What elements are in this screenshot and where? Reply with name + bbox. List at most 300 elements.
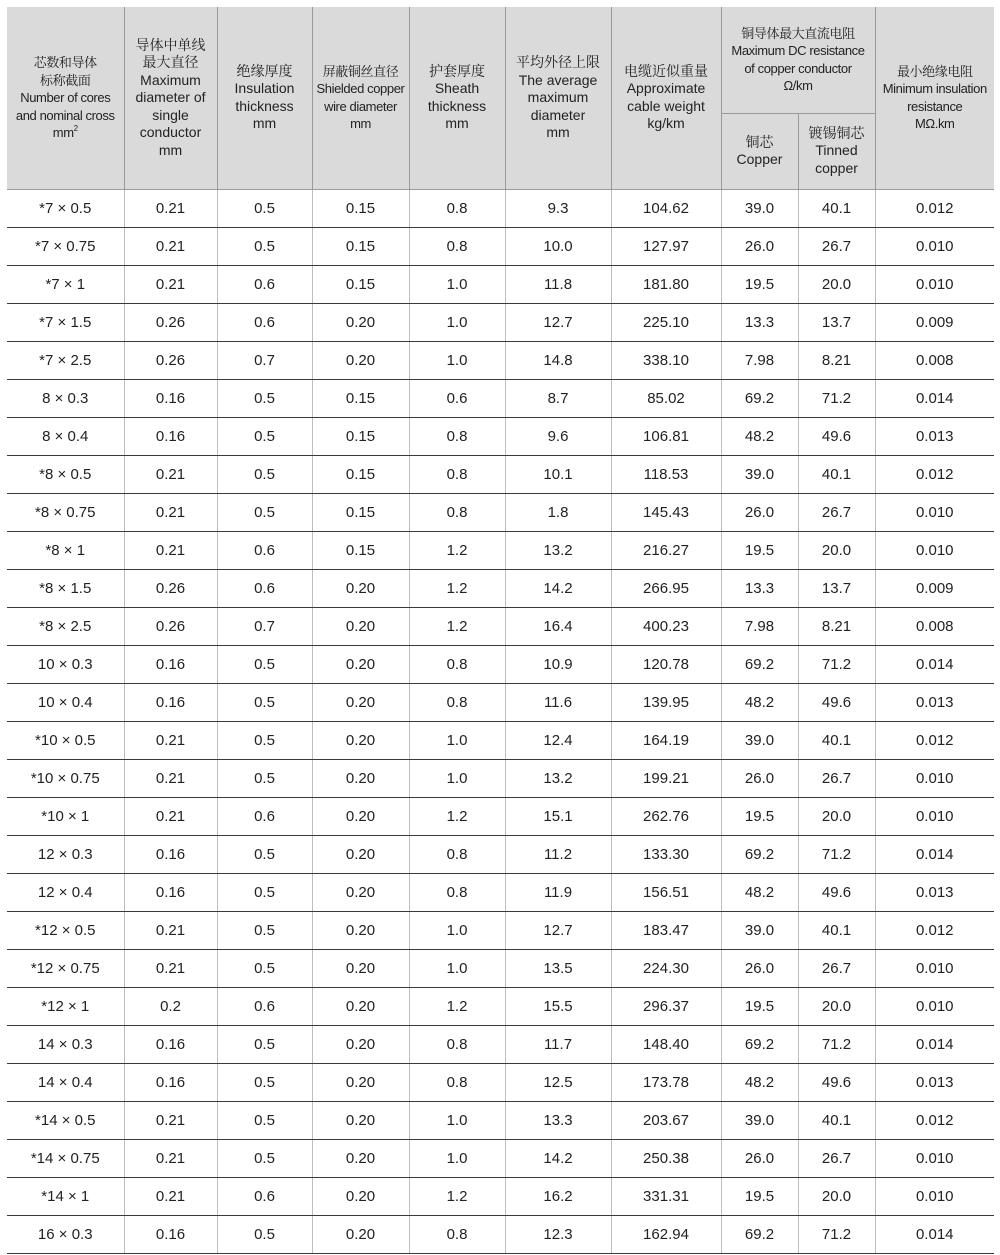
cores-cell: 10 × 0.4 [7, 683, 124, 721]
weight-cell: 216.27 [611, 531, 721, 569]
copper-resistance-cell: 26.0 [721, 1139, 798, 1177]
shield-cell: 0.20 [312, 835, 409, 873]
copper-resistance-cell: 13.3 [721, 303, 798, 341]
table-row [7, 569, 994, 607]
cores-cell: *8 × 1 [7, 531, 124, 569]
weight-cell: 156.51 [611, 873, 721, 911]
sheath-cell: 0.8 [409, 493, 505, 531]
shield-cell: 0.20 [312, 873, 409, 911]
tinned-resistance-cell: 49.6 [798, 417, 875, 455]
cores-cell: *14 × 0.75 [7, 1139, 124, 1177]
outer-diameter-cell: 9.3 [505, 189, 611, 227]
min-insulation-cell: 0.010 [875, 493, 994, 531]
conductor-diameter-cell: 0.21 [124, 227, 217, 265]
outer-diameter-cell: 11.9 [505, 873, 611, 911]
table-body [7, 189, 994, 1253]
cores-cell: *10 × 0.5 [7, 721, 124, 759]
min-insulation-cell: 0.008 [875, 607, 994, 645]
cores-cell: *7 × 1 [7, 265, 124, 303]
table-row [7, 759, 994, 797]
copper-resistance-cell: 19.5 [721, 265, 798, 303]
insulation-cell: 0.5 [217, 835, 312, 873]
tinned-resistance-cell: 13.7 [798, 569, 875, 607]
min-insulation-cell: 0.010 [875, 949, 994, 987]
weight-cell: 133.30 [611, 835, 721, 873]
insulation-cell: 0.6 [217, 531, 312, 569]
tinned-resistance-cell: 26.7 [798, 1139, 875, 1177]
outer-diameter-cell: 8.7 [505, 379, 611, 417]
weight-cell: 331.31 [611, 1177, 721, 1215]
weight-cell: 250.38 [611, 1139, 721, 1177]
min-insulation-cell: 0.014 [875, 835, 994, 873]
header-insulation: 绝缘厚度 Insulation thickness mm [217, 7, 312, 189]
insulation-cell: 0.5 [217, 455, 312, 493]
weight-cell: 262.76 [611, 797, 721, 835]
conductor-diameter-cell: 0.26 [124, 569, 217, 607]
copper-resistance-cell: 13.3 [721, 569, 798, 607]
tinned-resistance-cell: 71.2 [798, 1025, 875, 1063]
insulation-cell: 0.5 [217, 493, 312, 531]
cores-cell: 12 × 0.4 [7, 873, 124, 911]
table-row [7, 1101, 994, 1139]
min-insulation-cell: 0.009 [875, 303, 994, 341]
sheath-cell: 0.6 [409, 379, 505, 417]
tinned-resistance-cell: 26.7 [798, 759, 875, 797]
conductor-diameter-cell: 0.21 [124, 531, 217, 569]
sheath-cell: 0.8 [409, 417, 505, 455]
insulation-cell: 0.5 [217, 379, 312, 417]
table-row [7, 1063, 994, 1101]
tinned-resistance-cell: 49.6 [798, 873, 875, 911]
min-insulation-cell: 0.014 [875, 1025, 994, 1063]
copper-resistance-cell: 19.5 [721, 531, 798, 569]
weight-cell: 162.94 [611, 1215, 721, 1253]
cores-cell: *7 × 0.75 [7, 227, 124, 265]
header-sheath: 护套厚度 Sheath thickness mm [409, 7, 505, 189]
copper-resistance-cell: 19.5 [721, 987, 798, 1025]
copper-resistance-cell: 39.0 [721, 721, 798, 759]
conductor-diameter-cell: 0.16 [124, 683, 217, 721]
weight-cell: 183.47 [611, 911, 721, 949]
conductor-diameter-cell: 0.26 [124, 607, 217, 645]
insulation-cell: 0.5 [217, 227, 312, 265]
min-insulation-cell: 0.012 [875, 721, 994, 759]
conductor-diameter-cell: 0.16 [124, 1063, 217, 1101]
copper-resistance-cell: 7.98 [721, 607, 798, 645]
min-insulation-cell: 0.012 [875, 911, 994, 949]
header-shield: 屏蔽铜丝直径 Shielded copper wire diameter mm [312, 7, 409, 189]
shield-cell: 0.20 [312, 645, 409, 683]
sheath-cell: 0.8 [409, 189, 505, 227]
table-row [7, 873, 994, 911]
insulation-cell: 0.5 [217, 949, 312, 987]
weight-cell: 225.10 [611, 303, 721, 341]
insulation-cell: 0.5 [217, 1215, 312, 1253]
insulation-cell: 0.6 [217, 569, 312, 607]
weight-cell: 148.40 [611, 1025, 721, 1063]
table-row [7, 683, 994, 721]
weight-cell: 164.19 [611, 721, 721, 759]
min-insulation-cell: 0.010 [875, 531, 994, 569]
insulation-cell: 0.6 [217, 797, 312, 835]
weight-cell: 400.23 [611, 607, 721, 645]
shield-cell: 0.20 [312, 1101, 409, 1139]
tinned-resistance-cell: 71.2 [798, 379, 875, 417]
sheath-cell: 1.0 [409, 303, 505, 341]
weight-cell: 139.95 [611, 683, 721, 721]
shield-cell: 0.20 [312, 911, 409, 949]
min-insulation-cell: 0.010 [875, 265, 994, 303]
table-header [7, 7, 994, 189]
weight-cell: 203.67 [611, 1101, 721, 1139]
weight-cell: 106.81 [611, 417, 721, 455]
table-row [7, 189, 994, 227]
table-row [7, 417, 994, 455]
weight-cell: 338.10 [611, 341, 721, 379]
conductor-diameter-cell: 0.26 [124, 303, 217, 341]
copper-resistance-cell: 48.2 [721, 417, 798, 455]
tinned-resistance-cell: 71.2 [798, 835, 875, 873]
shield-cell: 0.20 [312, 1063, 409, 1101]
copper-resistance-cell: 26.0 [721, 493, 798, 531]
tinned-resistance-cell: 20.0 [798, 265, 875, 303]
conductor-diameter-cell: 0.21 [124, 759, 217, 797]
conductor-diameter-cell: 0.16 [124, 379, 217, 417]
tinned-resistance-cell: 71.2 [798, 1215, 875, 1253]
sheath-cell: 1.0 [409, 721, 505, 759]
conductor-diameter-cell: 0.21 [124, 189, 217, 227]
sheath-cell: 0.8 [409, 873, 505, 911]
copper-resistance-cell: 39.0 [721, 1101, 798, 1139]
sheath-cell: 0.8 [409, 455, 505, 493]
insulation-cell: 0.5 [217, 759, 312, 797]
tinned-resistance-cell: 40.1 [798, 911, 875, 949]
insulation-cell: 0.6 [217, 303, 312, 341]
insulation-cell: 0.6 [217, 265, 312, 303]
tinned-resistance-cell: 13.7 [798, 303, 875, 341]
shield-cell: 0.20 [312, 1025, 409, 1063]
shield-cell: 0.20 [312, 987, 409, 1025]
conductor-diameter-cell: 0.21 [124, 721, 217, 759]
conductor-diameter-cell: 0.16 [124, 873, 217, 911]
copper-resistance-cell: 48.2 [721, 683, 798, 721]
table-row [7, 493, 994, 531]
cores-cell: 8 × 0.4 [7, 417, 124, 455]
sheath-cell: 1.2 [409, 1177, 505, 1215]
cores-cell: 8 × 0.3 [7, 379, 124, 417]
tinned-resistance-cell: 26.7 [798, 949, 875, 987]
copper-resistance-cell: 69.2 [721, 645, 798, 683]
table-row [7, 721, 994, 759]
conductor-diameter-cell: 0.21 [124, 265, 217, 303]
tinned-resistance-cell: 40.1 [798, 455, 875, 493]
weight-cell: 266.95 [611, 569, 721, 607]
outer-diameter-cell: 12.4 [505, 721, 611, 759]
shield-cell: 0.20 [312, 797, 409, 835]
outer-diameter-cell: 16.2 [505, 1177, 611, 1215]
cores-cell: *8 × 0.75 [7, 493, 124, 531]
outer-diameter-cell: 13.2 [505, 531, 611, 569]
tinned-resistance-cell: 49.6 [798, 1063, 875, 1101]
shield-cell: 0.20 [312, 341, 409, 379]
tinned-resistance-cell: 20.0 [798, 797, 875, 835]
tinned-resistance-cell: 8.21 [798, 341, 875, 379]
shield-cell: 0.15 [312, 531, 409, 569]
sheath-cell: 0.8 [409, 1215, 505, 1253]
min-insulation-cell: 0.010 [875, 797, 994, 835]
copper-resistance-cell: 48.2 [721, 873, 798, 911]
cores-cell: *14 × 1 [7, 1177, 124, 1215]
cores-cell: 14 × 0.3 [7, 1025, 124, 1063]
min-insulation-cell: 0.010 [875, 1139, 994, 1177]
copper-resistance-cell: 7.98 [721, 341, 798, 379]
outer-diameter-cell: 1.8 [505, 493, 611, 531]
conductor-diameter-cell: 0.16 [124, 835, 217, 873]
copper-resistance-cell: 19.5 [721, 1177, 798, 1215]
table-row [7, 341, 994, 379]
outer-diameter-cell: 11.7 [505, 1025, 611, 1063]
sheath-cell: 0.8 [409, 1063, 505, 1101]
header-cores: 芯数和导体 标称截面 Number of cores and nominal cross $mm^2$ [7, 7, 124, 189]
header-copper: 铜芯 Copper [721, 113, 798, 189]
shield-cell: 0.20 [312, 721, 409, 759]
header-dc-resistance: 铜导体最大直流电阻 Maximum DC resistance of copper conductor Ω/km [721, 7, 875, 113]
table-row [7, 607, 994, 645]
shield-cell: 0.20 [312, 683, 409, 721]
outer-diameter-cell: 14.2 [505, 1139, 611, 1177]
tinned-resistance-cell: 40.1 [798, 721, 875, 759]
sheath-cell: 1.0 [409, 759, 505, 797]
weight-cell: 104.62 [611, 189, 721, 227]
insulation-cell: 0.5 [217, 1101, 312, 1139]
cores-cell: *10 × 1 [7, 797, 124, 835]
table-row [7, 379, 994, 417]
shield-cell: 0.15 [312, 227, 409, 265]
shield-cell: 0.20 [312, 569, 409, 607]
outer-diameter-cell: 11.2 [505, 835, 611, 873]
tinned-resistance-cell: 20.0 [798, 987, 875, 1025]
tinned-resistance-cell: 8.21 [798, 607, 875, 645]
sheath-cell: 0.8 [409, 227, 505, 265]
table-row [7, 1025, 994, 1063]
weight-cell: 118.53 [611, 455, 721, 493]
outer-diameter-cell: 13.2 [505, 759, 611, 797]
outer-diameter-cell: 16.4 [505, 607, 611, 645]
conductor-diameter-cell: 0.21 [124, 455, 217, 493]
insulation-cell: 0.5 [217, 1025, 312, 1063]
sheath-cell: 0.8 [409, 1025, 505, 1063]
min-insulation-cell: 0.010 [875, 227, 994, 265]
copper-resistance-cell: 19.5 [721, 797, 798, 835]
min-insulation-cell: 0.013 [875, 417, 994, 455]
table-row [7, 531, 994, 569]
copper-resistance-cell: 48.2 [721, 1063, 798, 1101]
shield-cell: 0.15 [312, 379, 409, 417]
outer-diameter-cell: 12.7 [505, 303, 611, 341]
cores-cell: *7 × 1.5 [7, 303, 124, 341]
conductor-diameter-cell: 0.16 [124, 417, 217, 455]
insulation-cell: 0.5 [217, 645, 312, 683]
min-insulation-cell: 0.012 [875, 455, 994, 493]
cores-cell: *12 × 0.5 [7, 911, 124, 949]
sheath-cell: 1.2 [409, 797, 505, 835]
conductor-diameter-cell: 0.2 [124, 987, 217, 1025]
min-insulation-cell: 0.014 [875, 1215, 994, 1253]
conductor-diameter-cell: 0.16 [124, 1215, 217, 1253]
sheath-cell: 1.2 [409, 987, 505, 1025]
outer-diameter-cell: 10.9 [505, 645, 611, 683]
min-insulation-cell: 0.013 [875, 1063, 994, 1101]
insulation-cell: 0.6 [217, 987, 312, 1025]
min-insulation-cell: 0.013 [875, 873, 994, 911]
outer-diameter-cell: 12.5 [505, 1063, 611, 1101]
table-row [7, 911, 994, 949]
copper-resistance-cell: 39.0 [721, 911, 798, 949]
conductor-diameter-cell: 0.21 [124, 949, 217, 987]
sheath-cell: 0.8 [409, 645, 505, 683]
copper-resistance-cell: 69.2 [721, 1025, 798, 1063]
outer-diameter-cell: 15.1 [505, 797, 611, 835]
min-insulation-cell: 0.008 [875, 341, 994, 379]
shield-cell: 0.20 [312, 949, 409, 987]
shield-cell: 0.20 [312, 1139, 409, 1177]
copper-resistance-cell: 69.2 [721, 1215, 798, 1253]
min-insulation-cell: 0.009 [875, 569, 994, 607]
insulation-cell: 0.5 [217, 721, 312, 759]
tinned-resistance-cell: 20.0 [798, 1177, 875, 1215]
shield-cell: 0.20 [312, 1177, 409, 1215]
table-row [7, 645, 994, 683]
outer-diameter-cell: 12.3 [505, 1215, 611, 1253]
min-insulation-cell: 0.010 [875, 987, 994, 1025]
min-insulation-cell: 0.012 [875, 1101, 994, 1139]
outer-diameter-cell: 14.2 [505, 569, 611, 607]
conductor-diameter-cell: 0.21 [124, 1177, 217, 1215]
shield-cell: 0.20 [312, 607, 409, 645]
shield-cell: 0.15 [312, 493, 409, 531]
weight-cell: 127.97 [611, 227, 721, 265]
sheath-cell: 0.8 [409, 683, 505, 721]
header-min-insulation: 最小绝缘电阻 Minimum insulation resistance MΩ.km [875, 7, 994, 189]
cores-cell: *10 × 0.75 [7, 759, 124, 797]
weight-cell: 120.78 [611, 645, 721, 683]
sheath-cell: 1.0 [409, 949, 505, 987]
sheath-cell: 0.8 [409, 835, 505, 873]
weight-cell: 224.30 [611, 949, 721, 987]
cores-cell: 14 × 0.4 [7, 1063, 124, 1101]
cores-cell: *7 × 2.5 [7, 341, 124, 379]
table-row [7, 265, 994, 303]
cores-cell: *14 × 0.5 [7, 1101, 124, 1139]
sheath-cell: 1.2 [409, 569, 505, 607]
outer-diameter-cell: 11.6 [505, 683, 611, 721]
table-row [7, 1139, 994, 1177]
tinned-resistance-cell: 49.6 [798, 683, 875, 721]
tinned-resistance-cell: 20.0 [798, 531, 875, 569]
conductor-diameter-cell: 0.21 [124, 1101, 217, 1139]
header-tinned-copper: 镀锡铜芯 Tinned copper [798, 113, 875, 189]
sheath-cell: 1.0 [409, 341, 505, 379]
min-insulation-cell: 0.014 [875, 645, 994, 683]
min-insulation-cell: 0.012 [875, 189, 994, 227]
min-insulation-cell: 0.010 [875, 1177, 994, 1215]
conductor-diameter-cell: 0.16 [124, 645, 217, 683]
weight-cell: 85.02 [611, 379, 721, 417]
cores-cell: *12 × 1 [7, 987, 124, 1025]
table-row [7, 987, 994, 1025]
cores-cell: *7 × 0.5 [7, 189, 124, 227]
table-row [7, 835, 994, 873]
table-row [7, 949, 994, 987]
sheath-cell: 1.0 [409, 1139, 505, 1177]
insulation-cell: 0.5 [217, 911, 312, 949]
conductor-diameter-cell: 0.21 [124, 797, 217, 835]
tinned-resistance-cell: 26.7 [798, 493, 875, 531]
copper-resistance-cell: 69.2 [721, 835, 798, 873]
weight-cell: 181.80 [611, 265, 721, 303]
tinned-resistance-cell: 40.1 [798, 189, 875, 227]
weight-cell: 173.78 [611, 1063, 721, 1101]
insulation-cell: 0.5 [217, 683, 312, 721]
table-row [7, 1177, 994, 1215]
outer-diameter-cell: 10.1 [505, 455, 611, 493]
cores-cell: *8 × 1.5 [7, 569, 124, 607]
cores-cell: 10 × 0.3 [7, 645, 124, 683]
tinned-resistance-cell: 40.1 [798, 1101, 875, 1139]
outer-diameter-cell: 12.7 [505, 911, 611, 949]
conductor-diameter-cell: 0.21 [124, 1139, 217, 1177]
sheath-cell: 1.0 [409, 1101, 505, 1139]
conductor-diameter-cell: 0.21 [124, 911, 217, 949]
table-row [7, 227, 994, 265]
insulation-cell: 0.5 [217, 417, 312, 455]
tinned-resistance-cell: 71.2 [798, 645, 875, 683]
cores-unit: $mm^2$ [52, 124, 78, 140]
outer-diameter-cell: 14.8 [505, 341, 611, 379]
shield-cell: 0.15 [312, 189, 409, 227]
sheath-cell: 1.0 [409, 265, 505, 303]
cores-cell: *8 × 2.5 [7, 607, 124, 645]
shield-cell: 0.15 [312, 455, 409, 493]
weight-cell: 199.21 [611, 759, 721, 797]
conductor-diameter-cell: 0.16 [124, 1025, 217, 1063]
header-outer-diameter: 平均外径上限 The average maximum diameter mm [505, 7, 611, 189]
shield-cell: 0.15 [312, 265, 409, 303]
insulation-cell: 0.6 [217, 1177, 312, 1215]
weight-cell: 296.37 [611, 987, 721, 1025]
sheath-cell: 1.2 [409, 531, 505, 569]
insulation-cell: 0.5 [217, 1139, 312, 1177]
insulation-cell: 0.5 [217, 1063, 312, 1101]
outer-diameter-cell: 11.8 [505, 265, 611, 303]
cable-spec-table [7, 7, 994, 1254]
shield-cell: 0.20 [312, 759, 409, 797]
copper-resistance-cell: 26.0 [721, 227, 798, 265]
shield-cell: 0.20 [312, 1215, 409, 1253]
outer-diameter-cell: 13.5 [505, 949, 611, 987]
tinned-resistance-cell: 26.7 [798, 227, 875, 265]
copper-resistance-cell: 39.0 [721, 189, 798, 227]
table-row [7, 303, 994, 341]
table-row [7, 1215, 994, 1253]
min-insulation-cell: 0.013 [875, 683, 994, 721]
cores-cell: *12 × 0.75 [7, 949, 124, 987]
table-row [7, 797, 994, 835]
sheath-cell: 1.0 [409, 911, 505, 949]
copper-resistance-cell: 39.0 [721, 455, 798, 493]
cores-cell: 12 × 0.3 [7, 835, 124, 873]
copper-resistance-cell: 26.0 [721, 759, 798, 797]
